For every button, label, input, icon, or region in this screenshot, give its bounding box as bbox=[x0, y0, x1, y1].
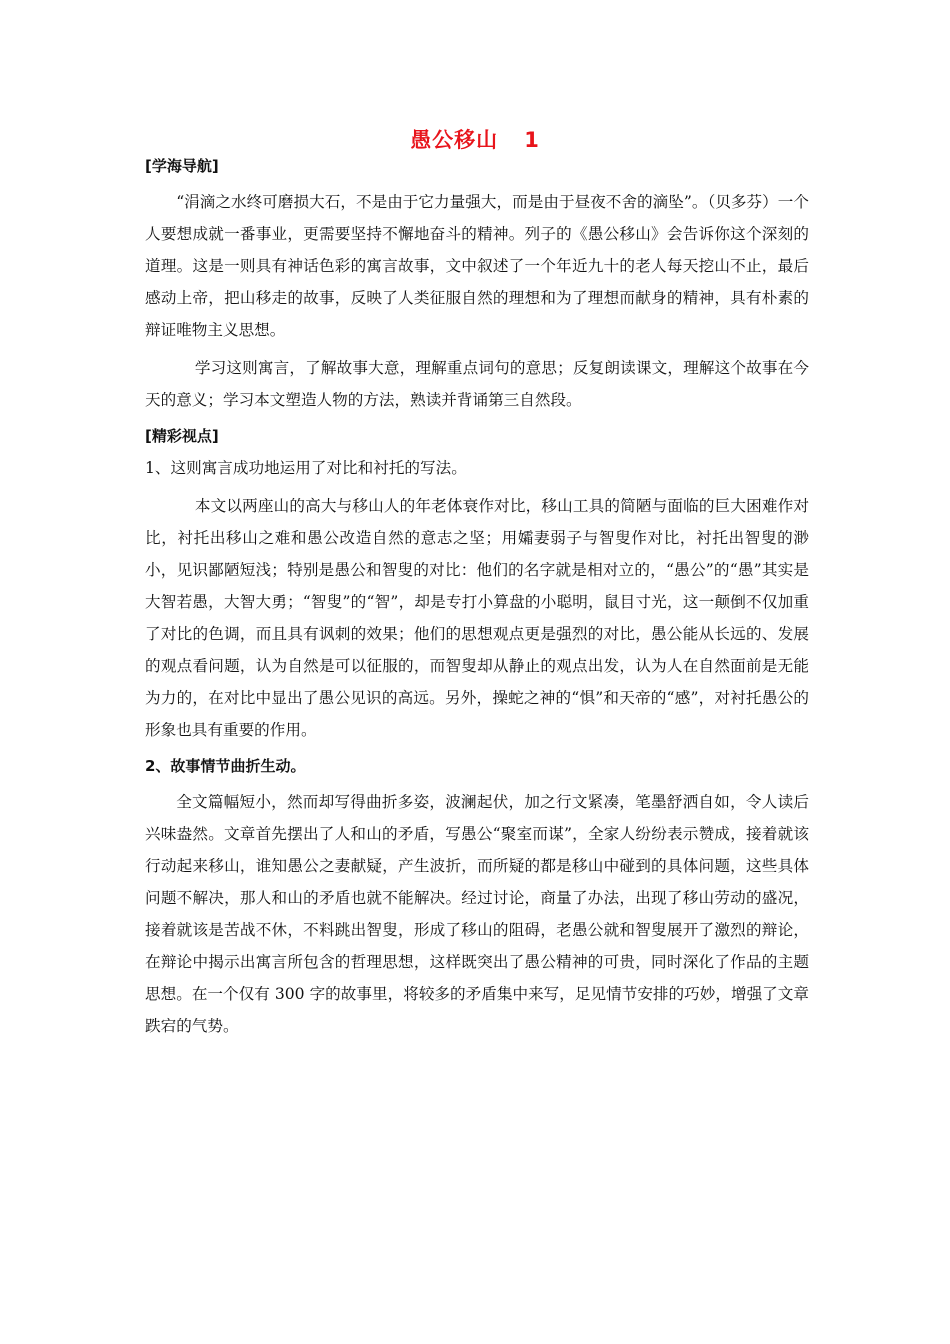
title-number: 1 bbox=[524, 128, 540, 152]
point-2-heading: 2、故事情节曲折生动。 bbox=[145, 757, 306, 775]
guide-paragraph-2: 学习这则寓言，了解故事大意，理解重点词句的意思；反复朗读课文，理解这个故事在今天的意义；学习本文塑造人物的方法，熟读并背诵第三自然段。 bbox=[145, 359, 809, 409]
point-1-heading: 1、这则寓言成功地运用了对比和衬托的写法。 bbox=[145, 459, 467, 477]
guide-paragraph-1: “涓滴之水终可磨损大石，不是由于它力量强大，而是由于昼夜不舍的滴坠”。（贝多芬）一个人要想成就一番事业，更需要坚持不懈地奋斗的精神。列子的《愚公移山》会告诉你这个深刻的道理。这是一则具有神话色彩的寓言故事，文中叙述了一个年近九十的老人每天挖山不止，最后感动上帝，把山移走的故事，反映了人类征服自然的理想和为了理想而献身的精神，具有朴素的辩证唯物主义思想。 bbox=[145, 193, 809, 339]
section-heading-viewpoints: [精彩视点] bbox=[145, 427, 219, 445]
section-heading-guide: [学海导航] bbox=[145, 157, 219, 175]
title-text: 愚公移山 bbox=[410, 128, 499, 152]
point-2-body: 全文篇幅短小，然而却写得曲折多姿，波澜起伏，加之行文紧凑，笔墨舒洒自如，令人读后兴味盎然。文章首先摆出了人和山的矛盾，写愚公“聚室而谋”，全家人纷纷表示赞成，接着就该行动起来移山，谁知愚公之妻献疑，产生波折，而所疑的都是移山中碰到的具体问题，这些具体问题不解决，那人和山的矛盾也就不能解决。经过讨论，商量了办法，出现了移山劳动的盛况，接着就该是苦战不休，不料跳出智叟，形成了移山的阻碍，老愚公就和智叟展开了激烈的辩论，在辩论中揭示出寓言所包含的哲理思想，这样既突出了愚公精神的可贵，同时深化了作品的主题思想。在一个仅有 300 字的故事里，将较多的矛盾集中来写，足见情节安排的巧妙，增强了文章跌宕的气势。 bbox=[145, 793, 809, 1035]
point-1-body: 本文以两座山的高大与移山人的年老体衰作对比，移山工具的简陋与面临的巨大困难作对比，衬托出移山之难和愚公改造自然的意志之坚；用孀妻弱子与智叟作对比，衬托出智叟的渺小，见识鄙陋短浅；特别是愚公和智叟的对比：他们的名字就是相对立的，“愚公”的“愚”其实是大智若愚，大智大勇；“智叟”的“智”，却是专打小算盘的小聪明，鼠目寸光，这一颠倒不仅加重了对比的色调，而且具有讽刺的效果；他们的思想观点更是强烈的对比，愚公能从长远的、发展的观点看问题，认为自然是可以征服的，而智叟却从静止的观点出发，认为人在自然面前是无能为力的，在对比中显出了愚公见识的高远。另外，操蛇之神的“惧”和天帝的“感”，对衬托愚公的形象也具有重要的作用。 bbox=[145, 497, 809, 739]
document-body bbox=[145, 150, 809, 1042]
